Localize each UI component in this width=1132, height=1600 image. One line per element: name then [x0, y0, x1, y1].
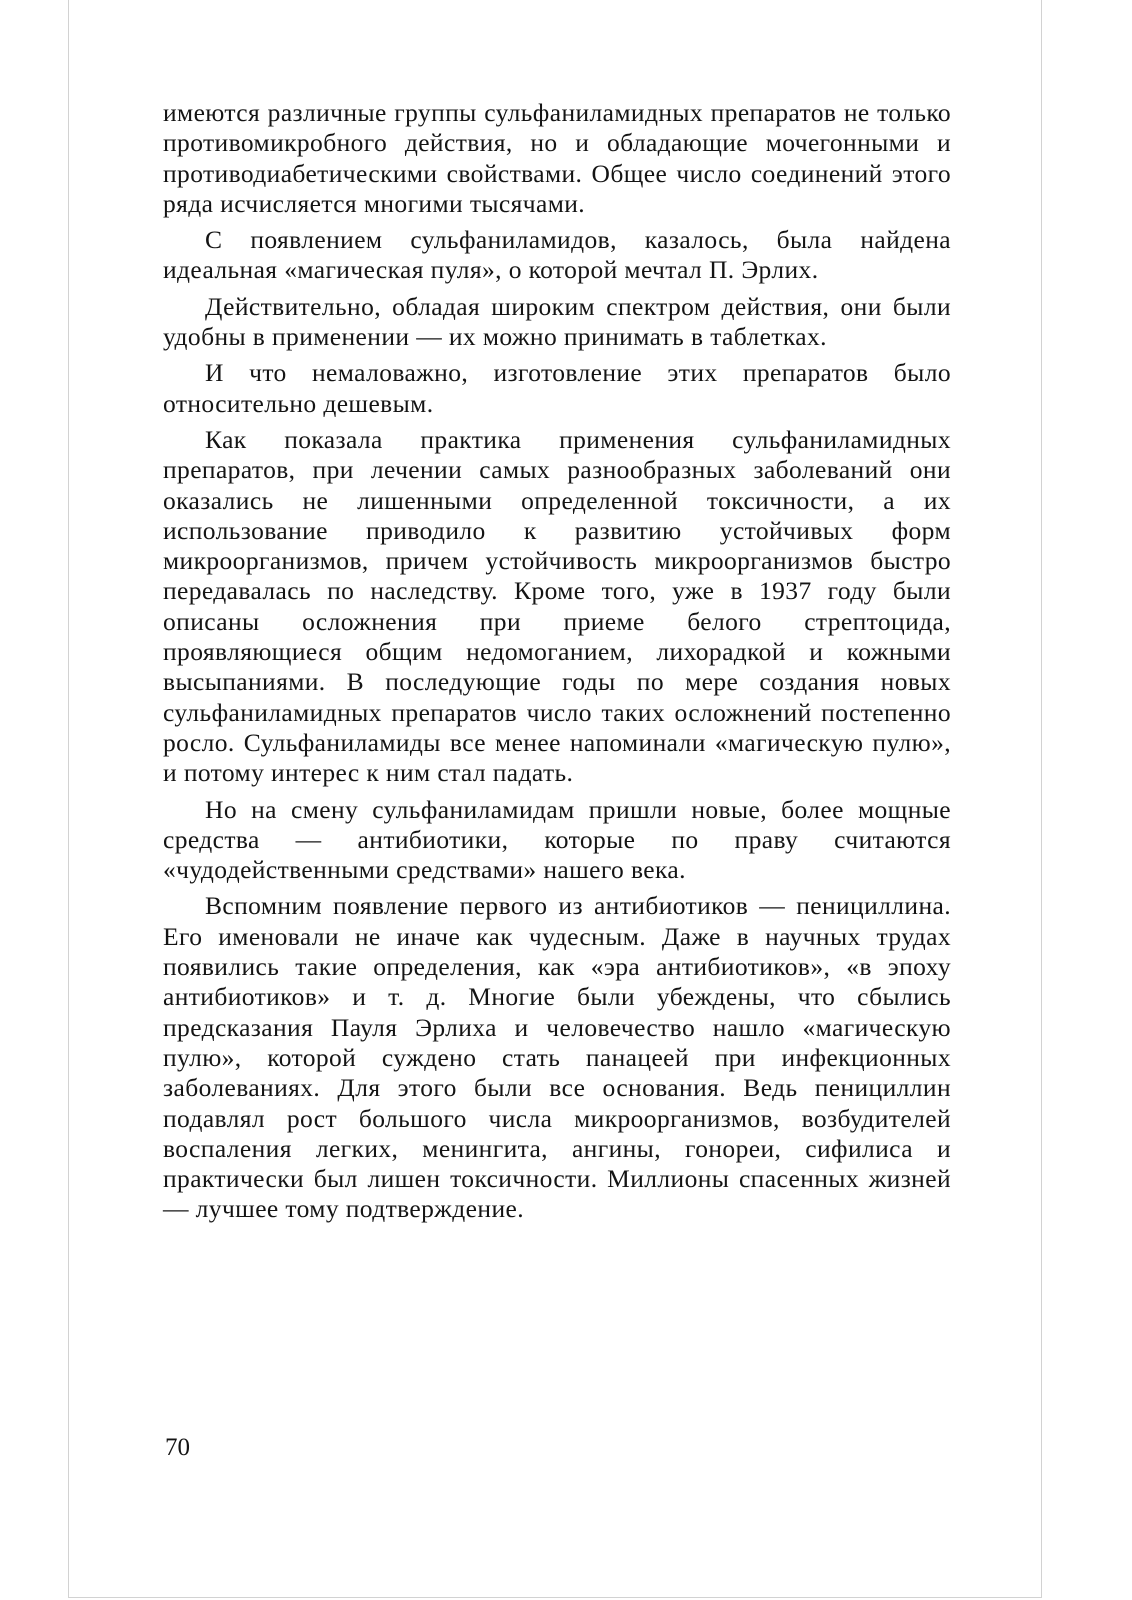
paragraph-6: Но на смену сульфаниламидам пришли новые, более мощные средства — антибиотики, которые по праву считаются «чудодейственными средствами» нашего века. [163, 794, 951, 885]
paragraph-3: Действительно, обладая широким спектром действия, они были удобны в применении — их можно принимать в таблетках. [163, 291, 951, 352]
page-number: 70 [165, 1434, 190, 1461]
paragraph-1: имеются различные группы сульфаниламидных препаратов не только противомикробного действия, но и обладающие мочегонными и противодиабетическими свойствами. Общее число соединений этого ряда исчисляется многими тысячами. [163, 98, 951, 218]
body-text [163, 98, 951, 1231]
paragraph-7: Вспомним появление первого из антибиотиков — пенициллина. Его именовали не иначе как чудесным. Даже в научных трудах появились такие определения, как «эра антибиотиков», «в эпоху антибиотиков» и т. д. Многие были убеждены, что сбылись предсказания Пауля Эрлиха и человечество нашло «магическую пулю», которой суждено стать панацеей при инфекционных заболеваниях. Для этого были все основания. Ведь пенициллин подавлял рост большого числа микроорганизмов, возбудителей воспаления легких, менингита, ангины, гонореи, сифилиса и практически был лишен токсичности. Миллионы спасенных жизней — лучшее тому подтверждение. [163, 891, 951, 1224]
paragraph-5: Как показала практика применения сульфаниламидных препаратов, при лечении самых разнообразных заболеваний они оказались не лишенными определенной токсичности, а их использование приводило к развитию устойчивых форм микроорганизмов, причем устойчивость микроорганизмов быстро передавалась по наследству. Кроме того, уже в 1937 году были описаны осложнения при приеме белого стрептоцида, проявляющиеся общим недомоганием, лихорадкой и кожными высыпаниями. В последующие годы по мере создания новых сульфаниламидных препаратов число таких осложнений постепенно росло. Сульфаниламиды все менее напоминали «магическую пулю», и потому интерес к ним стал падать. [163, 424, 951, 788]
paragraph-2: С появлением сульфаниламидов, казалось, была найдена идеальная «магическая пуля», о которой мечтал П. Эрлих. [163, 225, 951, 285]
paragraph-4: И что немаловажно, изготовление этих препаратов было относительно дешевым. [163, 358, 951, 418]
book-page [68, 0, 1042, 1598]
